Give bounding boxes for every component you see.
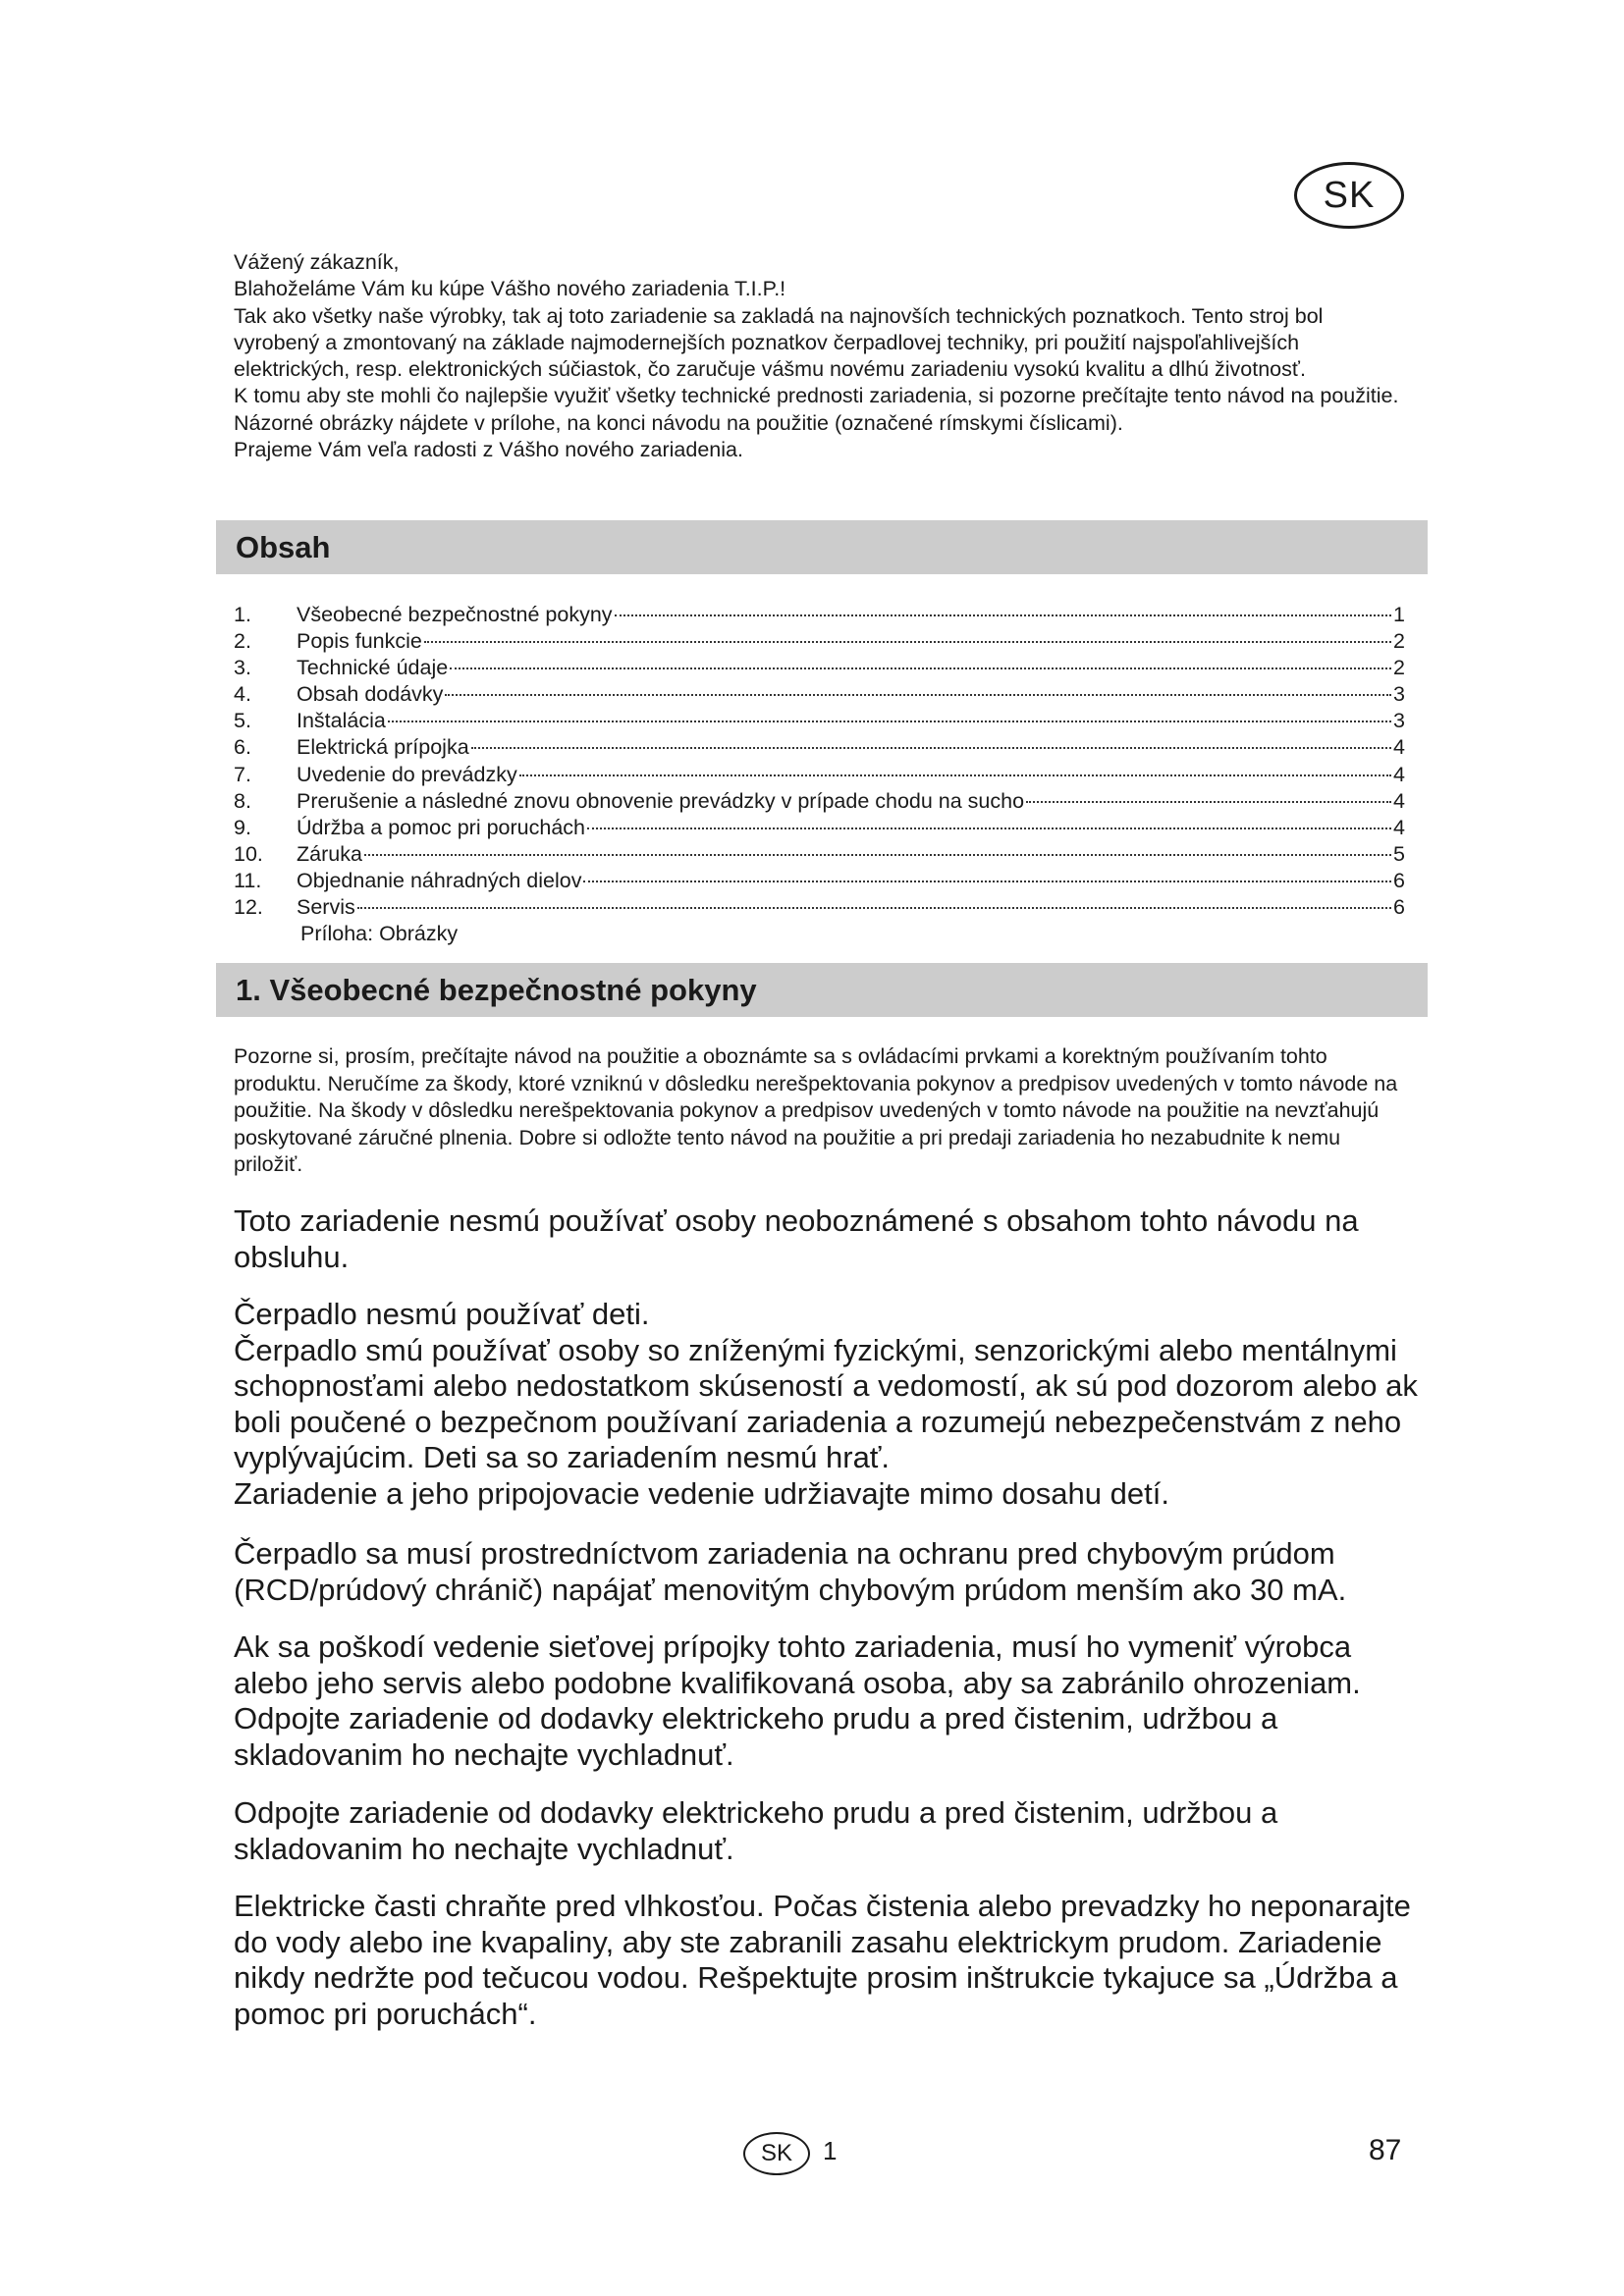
toc-item-title: Obsah dodávky <box>297 682 444 707</box>
toc-item-number: 11. <box>234 868 262 892</box>
toc-item-number: 5. <box>234 709 251 733</box>
toc-item-title: Údržba a pomoc pri poruchách <box>297 815 585 839</box>
toc-item-number: 2. <box>234 629 251 654</box>
toc-item <box>234 815 1405 841</box>
warning-paragraph <box>234 1629 1422 1773</box>
toc-item-title: Záruka <box>297 841 362 866</box>
toc-item-number: 10. <box>234 841 263 866</box>
warning-text: Ak sa poškodí vedenie sieťovej prípojky tohto zariadenia, musí ho vymeniť výrobca alebo jeho servis alebo podobne kvalifikovaná osoba, aby sa zabránilo ohrozeniam. <box>234 1629 1361 1700</box>
toc-item <box>234 868 1405 894</box>
toc-leader-dots <box>424 641 1391 643</box>
warning-paragraph <box>234 1795 1422 1867</box>
toc-item-page: 2 <box>1393 656 1405 680</box>
toc-item <box>234 894 1405 921</box>
table-of-contents <box>234 602 1405 947</box>
toc-leader-dots <box>1026 801 1391 803</box>
section-1-intro-paragraph: Pozorne si, prosím, prečítajte návod na použitie a oboznámte sa s ovládacími prvkami a korektným používaním tohto produktu. Neručíme za škody, ktoré vzniknú v dôsledku nerešpektovania pokynov a predpisov uvedených v tomto návode na použitie. Na škody v dôsledku nerešpektovania pokynov a predpisov uvedených v tomto návode na použitie na nevzťahujú poskytované záručné plnenia. Dobre si odložte tento návod na použitie a pri predaji zariadenia ho nezabudnite k nemu priložiť. <box>234 1044 1398 1177</box>
toc-item-title: Uvedenie do prevádzky <box>297 762 517 786</box>
toc-item-number: 7. <box>234 762 251 786</box>
toc-item-title: Objednanie náhradných dielov <box>297 868 582 892</box>
toc-item-page: 3 <box>1393 709 1405 733</box>
toc-leader-dots <box>388 721 1391 722</box>
toc-leader-dots <box>450 667 1391 669</box>
warning-text: Čerpadlo sa musí prostredníctvom zariadenia na ochranu pred chybovým prúdom (RCD/prúdový chránič) napájať menovitým chybovým prúdom menším ako 30 mA. <box>234 1536 1347 1607</box>
toc-leader-dots <box>471 747 1391 749</box>
toc-leader-dots <box>445 694 1391 696</box>
warning-paragraph <box>234 1297 1422 1512</box>
page-number: 87 <box>1369 2134 1402 2166</box>
toc-item-number: 4. <box>234 682 251 707</box>
toc-item-page: 5 <box>1393 841 1405 866</box>
warning-text: Elektricke časti chraňte pred vlhkosťou. Počas čistenia alebo prevadzky ho neponarajte do vody alebo ine kvapaliny, aby ste zabranili zasahu elektrickym prudom. Zariadenie nikdy nedržte pod tečucou vodou. Rešpektujte prosim inštrukcie tykajuce sa „Údržba a pomoc pri poruchách“. <box>234 1889 1411 2031</box>
toc-appendix: Príloha: Obrázky <box>300 922 459 946</box>
toc-item-title: Inštalácia <box>297 709 386 733</box>
toc-item <box>234 841 1405 868</box>
warning-paragraph <box>234 1536 1422 1608</box>
toc-item <box>234 708 1405 734</box>
footer-language-badge: SK <box>743 2132 810 2175</box>
toc-item-page: 4 <box>1393 788 1405 813</box>
toc-item-number: 3. <box>234 656 251 680</box>
toc-item-title: Elektrická prípojka <box>297 735 469 760</box>
warning-paragraph <box>234 1889 1422 2032</box>
intro-paragraph: Tak ako všetky naše výrobky, tak aj toto zariadenie sa zakladá na najnovších technických poznatkoch. Tento stroj bol vyrobený a zmontovaný na základe najmodernejších poznatkov čerpadlovej techniky, pri použití najspoľahlivejších elektrických, resp. elektronických súčiastok, čo zaručuje vášmu novému zariadeniu vysokú kvalitu a dlhú životnosť. <box>234 303 1324 382</box>
footer-section-page: 1 <box>823 2136 838 2165</box>
toc-item-page: 3 <box>1393 682 1405 707</box>
intro-paragraph: Vážený zákazník, <box>234 250 400 274</box>
warning-paragraph <box>234 1203 1422 1275</box>
toc-item <box>234 602 1405 628</box>
toc-leader-dots <box>587 828 1391 829</box>
warning-text: Čerpadlo smú používať osoby so zníženými fyzickými, senzorickými alebo mentálnymi schopnosťami alebo nedostatkom skúseností a vedomostí, ak sú pod dozorom alebo ak boli poučené o bezpečnom používaní zariadenia a rozumejú nebezpečenstvám z neho vyplývajúcim. Deti sa so zariadením nesmú hrať. <box>234 1332 1418 1474</box>
toc-item-number: 6. <box>234 735 251 760</box>
toc-item-title: Technické údaje <box>297 656 449 680</box>
toc-item-number: 8. <box>234 788 251 813</box>
toc-leader-dots <box>364 854 1391 856</box>
toc-item <box>234 655 1405 681</box>
toc-item-page: 6 <box>1393 895 1405 920</box>
toc-leader-dots <box>583 881 1391 882</box>
section-1-intro <box>234 1043 1412 1179</box>
toc-item <box>234 762 1405 788</box>
toc-item-page: 4 <box>1393 762 1405 786</box>
toc-leader-dots <box>519 774 1391 776</box>
language-badge: SK <box>1294 162 1404 229</box>
toc-item-number: 12. <box>234 895 263 920</box>
warning-text: Čerpadlo nesmú používať deti. <box>234 1297 650 1331</box>
toc-item <box>234 628 1405 655</box>
warning-text: Toto zariadenie nesmú používať osoby neoboznámené s obsahom tohto návodu na obsluhu. <box>234 1203 1359 1274</box>
toc-item-page: 4 <box>1393 735 1405 760</box>
intro-paragraph: Blahoželáme Vám ku kúpe Vášho nového zariadenia T.I.P.! <box>234 277 786 301</box>
toc-item <box>234 734 1405 761</box>
toc-item-title: Popis funkcie <box>297 629 422 654</box>
toc-item-number: 1. <box>234 603 251 626</box>
warning-text: Odpojte zariadenie od dodavky elektrickeho prudu a pred čistenim, udržbou a skladovanim ho nechajte vychladnuť. <box>234 1701 1278 1772</box>
intro-paragraph: Prajeme Vám veľa radosti z Vášho nového zariadenia. <box>234 438 743 462</box>
toc-item-title: Všeobecné bezpečnostné pokyny <box>297 603 613 626</box>
toc-item-page: 6 <box>1393 868 1405 892</box>
warning-text: Zariadenie a jeho pripojovacie vedenie udržiavajte mimo dosahu detí. <box>234 1475 1169 1511</box>
toc-item-page: 2 <box>1393 629 1405 654</box>
toc-item-number: 9. <box>234 815 251 839</box>
toc-item-page: 1 <box>1393 603 1405 626</box>
toc-leader-dots <box>615 614 1391 616</box>
toc-item <box>234 681 1405 708</box>
intro-text <box>234 249 1412 463</box>
warning-text: Odpojte zariadenie od dodavky elektrickeho prudu a pred čistenim, udržbou a skladovanim ho nechajte vychladnuť. <box>234 1795 1278 1866</box>
toc-item-title: Prerušenie a následné znovu obnovenie prevádzky v prípade chodu na sucho <box>297 788 1025 813</box>
intro-paragraph: K tomu aby ste mohli čo najlepšie využiť všetky technické prednosti zariadenia, si pozorne prečítajte tento návod na použitie. Názorné obrázky nájdete v prílohe, na konci návodu na použitie (označené rímskymi číslicami). <box>234 384 1399 435</box>
toc-item-page: 4 <box>1393 815 1405 839</box>
toc-heading: Obsah <box>216 520 1428 574</box>
toc-item-title: Servis <box>297 895 355 920</box>
toc-leader-dots <box>357 907 1391 909</box>
toc-item <box>234 788 1405 815</box>
section-1-heading: 1. Všeobecné bezpečnostné pokyny <box>216 963 1428 1017</box>
